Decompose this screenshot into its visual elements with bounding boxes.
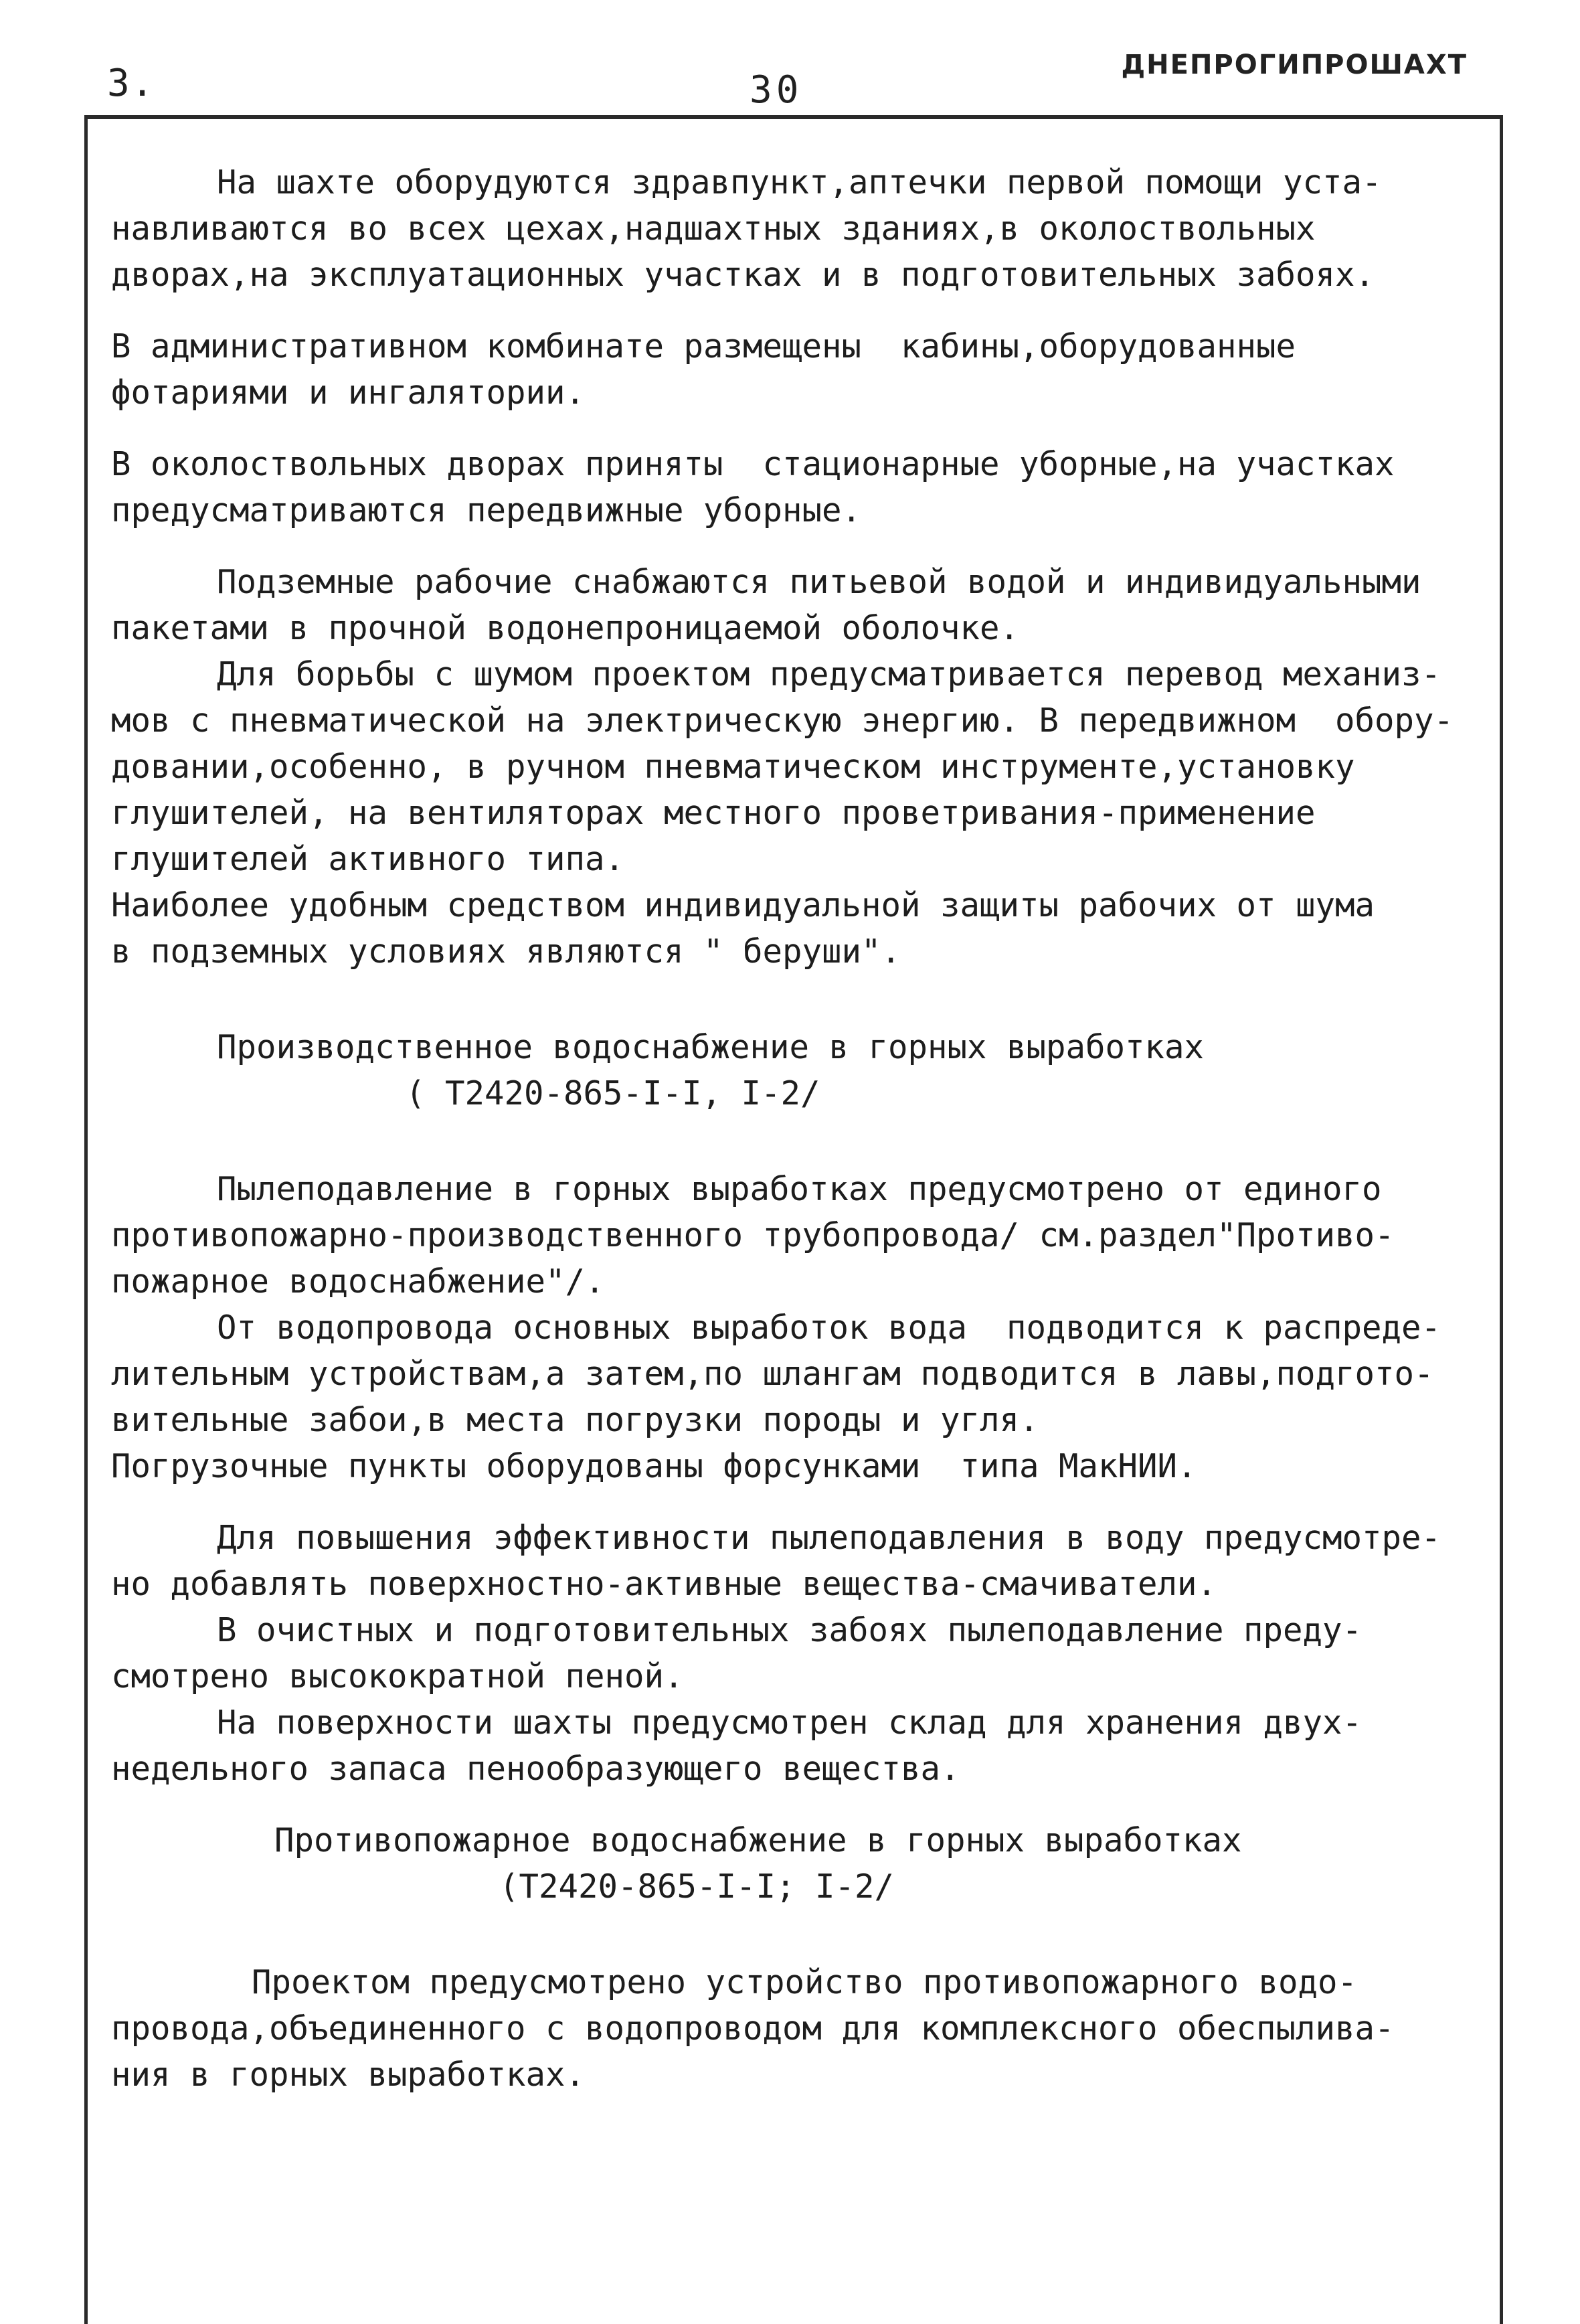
text-line: мов с пневматической на электрическую энергию. В передвижном обору- (111, 701, 1454, 740)
text-line: фотариями и ингалятории. (111, 374, 586, 412)
text-line: глушителей активного типа. (111, 840, 625, 878)
text-line: Проектом предусмотрено устройство противопожарного водо- (252, 1963, 1358, 2001)
section-heading-fire-water (111, 1817, 1503, 1910)
text-line: лительным устройствам,а затем,по шлангам подводится в лавы,подгото- (111, 1355, 1434, 1393)
paragraph-admin-building (111, 323, 1503, 416)
paragraph-dust-suppression (111, 1166, 1503, 1489)
text-line: Наиболее удобным средством индивидуальной защиты рабочих от шума (111, 886, 1375, 924)
organization-stamp: ДНЕПРОГИПРОШАХТ (1121, 50, 1468, 80)
heading-line: Производственное водоснабжение в горных выработках (217, 1028, 1205, 1066)
heading-line: Противопожарное водоснабжение в горных выработках (274, 1821, 1242, 1859)
text-line: ния в горных выработках. (111, 2056, 586, 2094)
text-line: Для борьбы с шумом проектом предусматривается перевод механиз- (217, 655, 1441, 693)
text-line: пожарное водоснабжение"/. (111, 1262, 605, 1301)
paragraph-fire-pipeline (111, 1959, 1503, 2098)
text-line: глушителей, на вентиляторах местного проветривания-применение (111, 794, 1316, 832)
text-line: недельного запаса пенообразующего вещества. (111, 1750, 960, 1788)
text-line: навливаются во всех цехах,надшахтных зданиях,в околоствольных (111, 210, 1316, 248)
paragraph-surfactants (111, 1515, 1503, 1792)
text-line: Пылеподавление в горных выработках предусмотрено от единого (217, 1170, 1382, 1208)
heading-line: (Т2420-865-I-I; I-2/ (499, 1868, 895, 1906)
text-line: предусматриваются передвижные уборные. (111, 491, 862, 529)
section-heading-production-water (111, 1024, 1503, 1116)
paragraph-water-noise (111, 559, 1503, 975)
text-line: пакетами в прочной водонепроницаемой оболочке. (111, 609, 1020, 647)
text-line: В административном комбинате размещены кабины,оборудованные (111, 327, 1296, 365)
text-line: вительные забои,в места погрузки породы и угля. (111, 1401, 1039, 1439)
text-line: Погрузочные пункты оборудованы форсунками типа МакНИИ. (111, 1447, 1197, 1485)
document-body (111, 159, 1503, 2098)
text-line: в подземных условиях являются " беруши". (111, 932, 901, 971)
text-line: но добавлять поверхностно-активные вещества-смачиватели. (111, 1565, 1217, 1603)
text-line: На шахте оборудуются здравпункт,аптечки первой помощи уста- (217, 163, 1382, 201)
text-line: провода,объединенного с водопроводом для комплексного обеспылива- (111, 2009, 1395, 2048)
heading-line: ( Т2420-865-I-I, I-2/ (406, 1074, 820, 1112)
text-line: дворах,на эксплуатационных участках и в подготовительных забоях. (111, 256, 1375, 294)
paragraph-toilets (111, 441, 1503, 533)
text-line: На поверхности шахты предусмотрен склад для хранения двух- (217, 1704, 1363, 1742)
section-number: 3. (107, 62, 155, 105)
text-line: довании,особенно, в ручном пневматическом инструменте,установку (111, 748, 1355, 786)
text-line: От водопровода основных выработок вода подводится к распреде- (217, 1309, 1441, 1347)
text-line: В очистных и подготовительных забоях пылеподавление преду- (217, 1611, 1363, 1649)
text-line: В околоствольных дворах приняты стационарные уборные,на участках (111, 445, 1395, 483)
text-line: смотрено высокократной пеной. (111, 1657, 684, 1695)
text-line: Для повышения эффективности пылеподавления в воду предусмотре- (217, 1519, 1441, 1557)
text-line: противопожарно-производственного трубопровода/ см.раздел"Противо- (111, 1216, 1395, 1254)
paragraph-medical (111, 159, 1503, 298)
page-number: 30 (750, 68, 803, 112)
text-line: Подземные рабочие снабжаются питьевой водой и индивидуальными (217, 563, 1421, 601)
